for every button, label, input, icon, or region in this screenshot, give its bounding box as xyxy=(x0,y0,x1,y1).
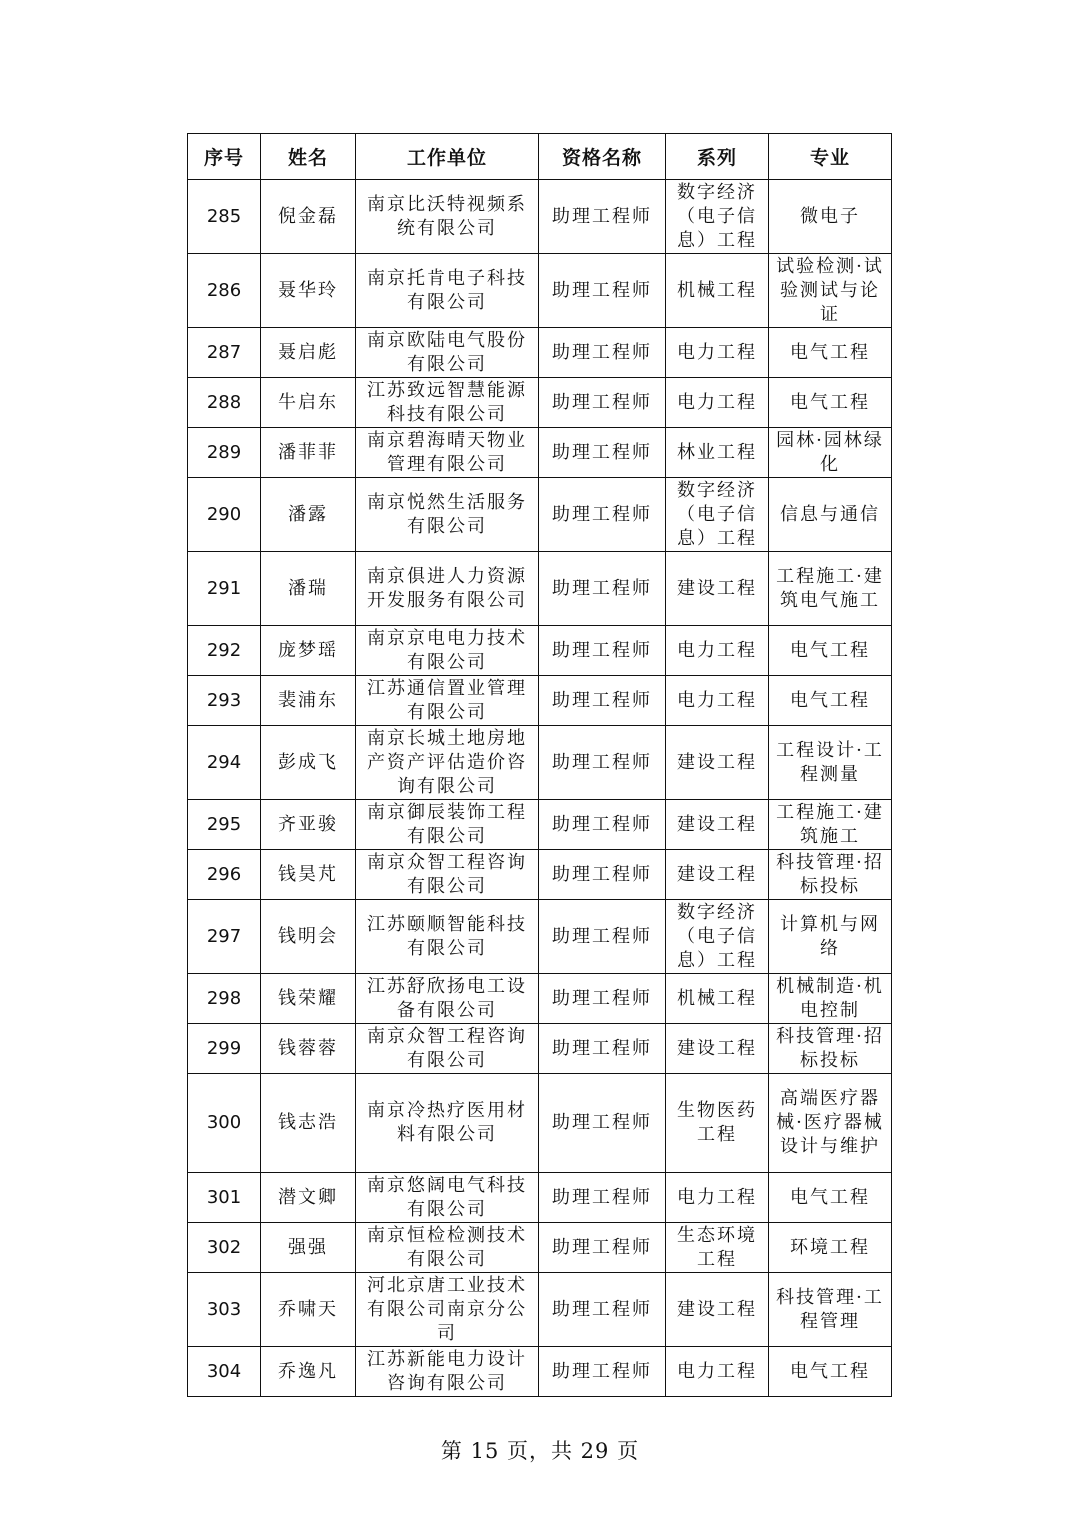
cell-row-number: 290 xyxy=(188,478,261,552)
cell-row-number: 300 xyxy=(188,1074,261,1173)
cell-work-unit: 南京众智工程咨询有限公司 xyxy=(356,850,539,900)
cell-person-name: 庞梦瑶 xyxy=(261,626,356,676)
cell-major: 电气工程 xyxy=(769,378,892,428)
cell-series: 生物医药工程 xyxy=(666,1074,769,1173)
cell-series: 建设工程 xyxy=(666,552,769,626)
cell-major: 信息与通信 xyxy=(769,478,892,552)
cell-work-unit: 河北京唐工业技术有限公司南京分公司 xyxy=(356,1273,539,1347)
cell-row-number: 292 xyxy=(188,626,261,676)
header-no: 序号 xyxy=(188,134,261,180)
header-name: 姓名 xyxy=(261,134,356,180)
cell-major: 高端医疗器械·医疗器械设计与维护 xyxy=(769,1074,892,1173)
cell-series: 建设工程 xyxy=(666,850,769,900)
cell-row-number: 287 xyxy=(188,328,261,378)
cell-major: 科技管理·招标投标 xyxy=(769,1024,892,1074)
cell-work-unit: 江苏舒欣扬电工设备有限公司 xyxy=(356,974,539,1024)
cell-work-unit: 南京俱进人力资源开发服务有限公司 xyxy=(356,552,539,626)
cell-person-name: 钱荣耀 xyxy=(261,974,356,1024)
header-unit: 工作单位 xyxy=(356,134,539,180)
cell-person-name: 强强 xyxy=(261,1223,356,1273)
cell-person-name: 彭成飞 xyxy=(261,726,356,800)
cell-major: 电气工程 xyxy=(769,676,892,726)
cell-row-number: 285 xyxy=(188,180,261,254)
cell-series: 林业工程 xyxy=(666,428,769,478)
cell-work-unit: 南京恒检检测技术有限公司 xyxy=(356,1223,539,1273)
cell-qualification: 助理工程师 xyxy=(539,328,666,378)
cell-row-number: 295 xyxy=(188,800,261,850)
cell-work-unit: 南京长城土地房地产资产评估造价咨询有限公司 xyxy=(356,726,539,800)
cell-person-name: 钱明会 xyxy=(261,900,356,974)
table-row xyxy=(188,974,892,1024)
table-row xyxy=(188,900,892,974)
table-row xyxy=(188,726,892,800)
cell-major: 环境工程 xyxy=(769,1223,892,1273)
cell-qualification: 助理工程师 xyxy=(539,800,666,850)
cell-major: 电气工程 xyxy=(769,1173,892,1223)
cell-qualification: 助理工程师 xyxy=(539,254,666,328)
cell-work-unit: 南京冷热疗医用材料有限公司 xyxy=(356,1074,539,1173)
cell-series: 建设工程 xyxy=(666,726,769,800)
cell-major: 计算机与网络 xyxy=(769,900,892,974)
cell-row-number: 297 xyxy=(188,900,261,974)
cell-major: 工程施工·建筑电气施工 xyxy=(769,552,892,626)
table-row xyxy=(188,1173,892,1223)
table-row xyxy=(188,180,892,254)
cell-work-unit: 南京托肯电子科技有限公司 xyxy=(356,254,539,328)
cell-major: 园林·园林绿化 xyxy=(769,428,892,478)
cell-person-name: 聂启彪 xyxy=(261,328,356,378)
cell-series: 电力工程 xyxy=(666,626,769,676)
cell-series: 机械工程 xyxy=(666,974,769,1024)
table-row xyxy=(188,1074,892,1173)
cell-person-name: 牛启东 xyxy=(261,378,356,428)
cell-major: 电气工程 xyxy=(769,626,892,676)
cell-person-name: 聂华玲 xyxy=(261,254,356,328)
cell-major: 电气工程 xyxy=(769,1347,892,1397)
cell-work-unit: 南京碧海晴天物业管理有限公司 xyxy=(356,428,539,478)
cell-person-name: 倪金磊 xyxy=(261,180,356,254)
cell-series: 建设工程 xyxy=(666,1024,769,1074)
table-row xyxy=(188,552,892,626)
table-row xyxy=(188,428,892,478)
header-major: 专业 xyxy=(769,134,892,180)
table-row xyxy=(188,1347,892,1397)
cell-work-unit: 南京欧陆电气股份有限公司 xyxy=(356,328,539,378)
cell-series: 数字经济（电子信息）工程 xyxy=(666,900,769,974)
cell-qualification: 助理工程师 xyxy=(539,1223,666,1273)
cell-work-unit: 江苏致远智慧能源科技有限公司 xyxy=(356,378,539,428)
cell-major: 科技管理·工程管理 xyxy=(769,1273,892,1347)
cell-row-number: 291 xyxy=(188,552,261,626)
cell-series: 数字经济（电子信息）工程 xyxy=(666,478,769,552)
cell-series: 机械工程 xyxy=(666,254,769,328)
cell-major: 电气工程 xyxy=(769,328,892,378)
cell-work-unit: 南京悠阔电气科技有限公司 xyxy=(356,1173,539,1223)
cell-person-name: 潜文卿 xyxy=(261,1173,356,1223)
cell-row-number: 298 xyxy=(188,974,261,1024)
cell-row-number: 294 xyxy=(188,726,261,800)
cell-qualification: 助理工程师 xyxy=(539,428,666,478)
cell-row-number: 296 xyxy=(188,850,261,900)
table-header-row xyxy=(188,134,892,180)
cell-series: 数字经济（电子信息）工程 xyxy=(666,180,769,254)
cell-qualification: 助理工程师 xyxy=(539,378,666,428)
cell-work-unit: 江苏新能电力设计咨询有限公司 xyxy=(356,1347,539,1397)
cell-series: 生态环境工程 xyxy=(666,1223,769,1273)
cell-series: 电力工程 xyxy=(666,676,769,726)
cell-qualification: 助理工程师 xyxy=(539,180,666,254)
table-row xyxy=(188,676,892,726)
cell-work-unit: 南京御辰装饰工程有限公司 xyxy=(356,800,539,850)
header-qualification: 资格名称 xyxy=(539,134,666,180)
cell-qualification: 助理工程师 xyxy=(539,1273,666,1347)
cell-qualification: 助理工程师 xyxy=(539,478,666,552)
cell-person-name: 钱昊芃 xyxy=(261,850,356,900)
cell-series: 建设工程 xyxy=(666,1273,769,1347)
cell-series: 电力工程 xyxy=(666,328,769,378)
cell-qualification: 助理工程师 xyxy=(539,1024,666,1074)
cell-row-number: 288 xyxy=(188,378,261,428)
cell-major: 工程施工·建筑施工 xyxy=(769,800,892,850)
table-row xyxy=(188,378,892,428)
cell-row-number: 289 xyxy=(188,428,261,478)
cell-person-name: 齐亚骏 xyxy=(261,800,356,850)
cell-qualification: 助理工程师 xyxy=(539,1074,666,1173)
cell-series: 建设工程 xyxy=(666,800,769,850)
cell-qualification: 助理工程师 xyxy=(539,726,666,800)
qualification-table xyxy=(187,133,892,1397)
cell-qualification: 助理工程师 xyxy=(539,676,666,726)
table-row xyxy=(188,478,892,552)
table-row xyxy=(188,626,892,676)
page-footer: 第 15 页，共 29 页 xyxy=(440,1439,640,1463)
cell-major: 科技管理·招标投标 xyxy=(769,850,892,900)
cell-qualification: 助理工程师 xyxy=(539,1173,666,1223)
table-body xyxy=(188,180,892,1397)
cell-work-unit: 南京众智工程咨询有限公司 xyxy=(356,1024,539,1074)
cell-qualification: 助理工程师 xyxy=(539,1347,666,1397)
cell-qualification: 助理工程师 xyxy=(539,900,666,974)
cell-person-name: 钱志浩 xyxy=(261,1074,356,1173)
table-row xyxy=(188,254,892,328)
cell-person-name: 潘菲菲 xyxy=(261,428,356,478)
cell-series: 电力工程 xyxy=(666,1347,769,1397)
cell-person-name: 潘瑞 xyxy=(261,552,356,626)
cell-row-number: 301 xyxy=(188,1173,261,1223)
cell-row-number: 293 xyxy=(188,676,261,726)
cell-work-unit: 江苏通信置业管理有限公司 xyxy=(356,676,539,726)
cell-qualification: 助理工程师 xyxy=(539,850,666,900)
cell-major: 工程设计·工程测量 xyxy=(769,726,892,800)
cell-work-unit: 江苏颐顺智能科技有限公司 xyxy=(356,900,539,974)
cell-major: 微电子 xyxy=(769,180,892,254)
table-row xyxy=(188,800,892,850)
cell-qualification: 助理工程师 xyxy=(539,552,666,626)
cell-person-name: 乔逸凡 xyxy=(261,1347,356,1397)
cell-row-number: 303 xyxy=(188,1273,261,1347)
cell-person-name: 潘露 xyxy=(261,478,356,552)
cell-row-number: 286 xyxy=(188,254,261,328)
table-row xyxy=(188,1024,892,1074)
cell-row-number: 302 xyxy=(188,1223,261,1273)
cell-qualification: 助理工程师 xyxy=(539,974,666,1024)
cell-major: 机械制造·机电控制 xyxy=(769,974,892,1024)
cell-row-number: 299 xyxy=(188,1024,261,1074)
cell-series: 电力工程 xyxy=(666,378,769,428)
cell-work-unit: 南京京电电力技术有限公司 xyxy=(356,626,539,676)
cell-person-name: 钱蓉蓉 xyxy=(261,1024,356,1074)
header-series: 系列 xyxy=(666,134,769,180)
cell-work-unit: 南京悦然生活服务有限公司 xyxy=(356,478,539,552)
table-row xyxy=(188,850,892,900)
cell-row-number: 304 xyxy=(188,1347,261,1397)
table-row xyxy=(188,1223,892,1273)
table-row xyxy=(188,1273,892,1347)
cell-qualification: 助理工程师 xyxy=(539,626,666,676)
cell-work-unit: 南京比沃特视频系统有限公司 xyxy=(356,180,539,254)
table-row xyxy=(188,328,892,378)
cell-major: 试验检测·试验测试与论证 xyxy=(769,254,892,328)
cell-person-name: 裴浦东 xyxy=(261,676,356,726)
cell-series: 电力工程 xyxy=(666,1173,769,1223)
cell-person-name: 乔啸天 xyxy=(261,1273,356,1347)
